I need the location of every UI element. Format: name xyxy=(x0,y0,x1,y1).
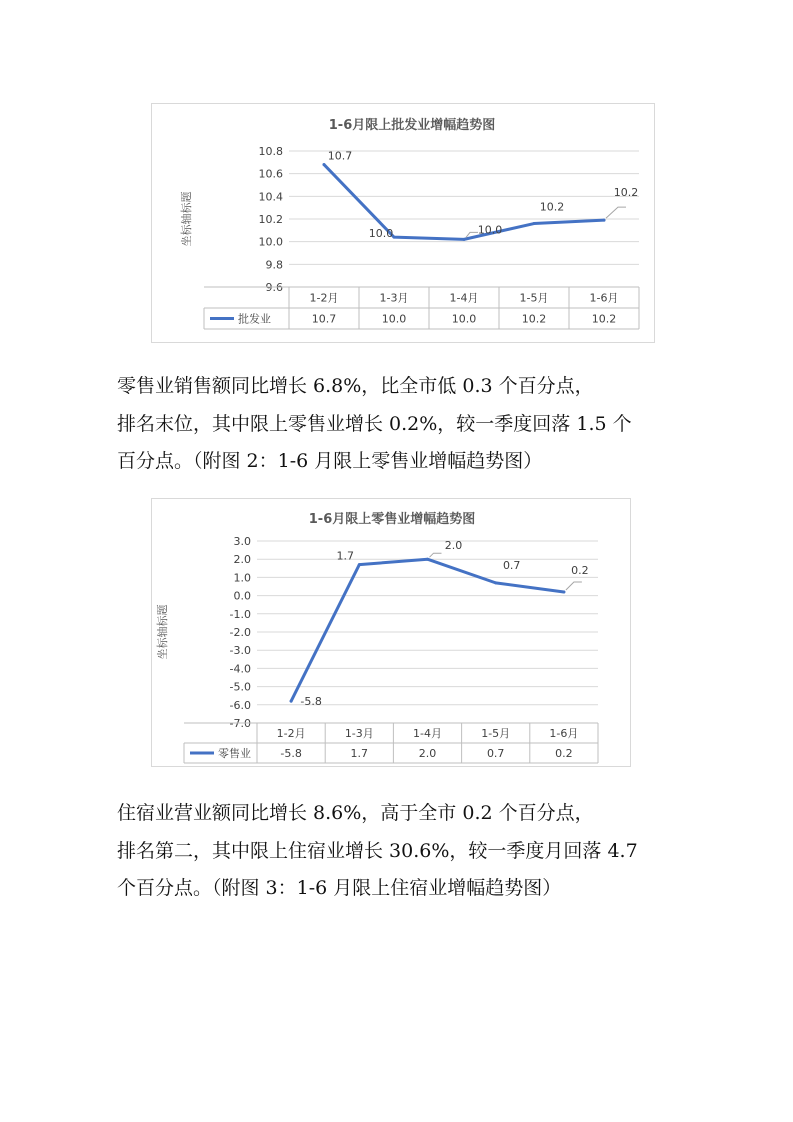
data-point xyxy=(494,581,497,584)
table-value: 2.0 xyxy=(418,747,437,760)
y-tick-label: -5.0 xyxy=(229,680,251,694)
data-label: 0.7 xyxy=(502,558,521,572)
table-value: 0.2 xyxy=(555,747,573,760)
y-tick-label: -2.0 xyxy=(229,626,251,639)
data-label-leader xyxy=(606,207,626,218)
y-tick-label: -1.0 xyxy=(229,607,251,621)
y-tick-label: -7.0 xyxy=(229,717,251,730)
data-point xyxy=(603,219,606,222)
data-label: 10.0 xyxy=(477,223,503,237)
paragraph-retail xyxy=(117,368,687,481)
x-category-label: 1-5月 xyxy=(519,291,549,305)
table-value: 10.7 xyxy=(311,312,337,326)
x-category-label: 1-3月 xyxy=(344,727,374,740)
data-point xyxy=(426,558,429,561)
x-category-label: 1-4月 xyxy=(413,727,442,740)
y-tick-label: 9.8 xyxy=(265,258,283,272)
x-category-label: 1-6月 xyxy=(589,291,619,305)
x-category-label: 1-2月 xyxy=(309,291,339,305)
chart-title: 1-6月限上批发业增幅趋势图 xyxy=(328,118,496,133)
table-value: 0.7 xyxy=(486,747,505,760)
legend-label: 零售业 xyxy=(218,747,251,760)
x-category-label: 1-6月 xyxy=(549,727,579,740)
paragraph-line: 零售业销售额同比增长 6.8%，比全市低 0.3 个百分点， xyxy=(117,375,594,397)
data-label: 10.2 xyxy=(539,200,565,214)
y-tick-label: 10.6 xyxy=(258,167,283,181)
data-point xyxy=(533,222,536,225)
data-label: 10.0 xyxy=(368,227,394,241)
chart-retail-svg xyxy=(152,499,630,766)
chart-retail xyxy=(151,498,631,767)
paragraph-line: 住宿业营业额同比增长 8.6%，高于全市 0.2 个百分点， xyxy=(117,802,594,824)
table-value: 10.0 xyxy=(381,312,407,326)
data-label-leader xyxy=(430,553,442,557)
table-value: 10.2 xyxy=(521,312,547,326)
table-value: 10.0 xyxy=(451,312,477,326)
chart-wholesale-svg xyxy=(152,104,654,342)
paragraph-line: 排名第二，其中限上住宿业增长 30.6%，较一季度月回落 4.7 xyxy=(117,839,638,862)
y-axis-title: 坐标轴标题 xyxy=(180,191,193,247)
data-point xyxy=(463,238,466,241)
data-point xyxy=(323,163,326,166)
data-label: 0.2 xyxy=(571,563,589,577)
data-label: -5.8 xyxy=(300,695,322,709)
paragraph-line: 个百分点。（附图 3：1-6 月限上住宿业增幅趋势图） xyxy=(117,877,562,899)
table-value: 1.7 xyxy=(350,747,369,760)
y-tick-label: 10.4 xyxy=(258,190,283,204)
paragraph-accommodation xyxy=(117,795,687,908)
y-tick-label: -4.0 xyxy=(229,662,251,676)
x-category-label: 1-2月 xyxy=(276,727,306,740)
y-tick-label: 10.8 xyxy=(258,145,283,158)
y-tick-label: 10.0 xyxy=(258,235,283,249)
x-category-label: 1-4月 xyxy=(449,291,479,305)
data-point xyxy=(290,700,293,703)
y-tick-label: -6.0 xyxy=(229,698,251,712)
y-tick-label: 1.0 xyxy=(233,571,251,585)
y-tick-label: 10.2 xyxy=(258,213,283,226)
data-label: 10.2 xyxy=(613,186,639,200)
data-label: 1.7 xyxy=(336,549,355,563)
series-line xyxy=(291,559,564,701)
y-tick-label: 9.6 xyxy=(265,281,283,294)
data-label-leader xyxy=(566,582,582,590)
data-point xyxy=(358,563,361,566)
y-tick-label: 3.0 xyxy=(233,535,251,548)
x-category-label: 1-3月 xyxy=(379,291,409,305)
chart-title: 1-6月限上零售业增幅趋势图 xyxy=(308,512,476,527)
paragraph-line: 百分点。（附图 2：1-6 月限上零售业增幅趋势图） xyxy=(117,450,543,472)
data-label: 10.7 xyxy=(327,149,353,163)
data-label: 2.0 xyxy=(444,539,463,553)
y-axis-title: 坐标轴标题 xyxy=(156,604,169,660)
x-category-label: 1-5月 xyxy=(481,727,511,740)
paragraph-line: 排名末位，其中限上零售业增长 0.2%，较一季度回落 1.5 个 xyxy=(117,412,632,435)
chart-wholesale xyxy=(151,103,655,343)
y-tick-label: -3.0 xyxy=(229,644,251,658)
table-value: -5.8 xyxy=(280,747,302,760)
data-point xyxy=(562,590,565,593)
y-tick-label: 2.0 xyxy=(233,553,251,567)
table-value: 10.2 xyxy=(591,312,617,326)
y-tick-label: 0.0 xyxy=(233,589,251,603)
legend-label: 批发业 xyxy=(238,312,271,326)
